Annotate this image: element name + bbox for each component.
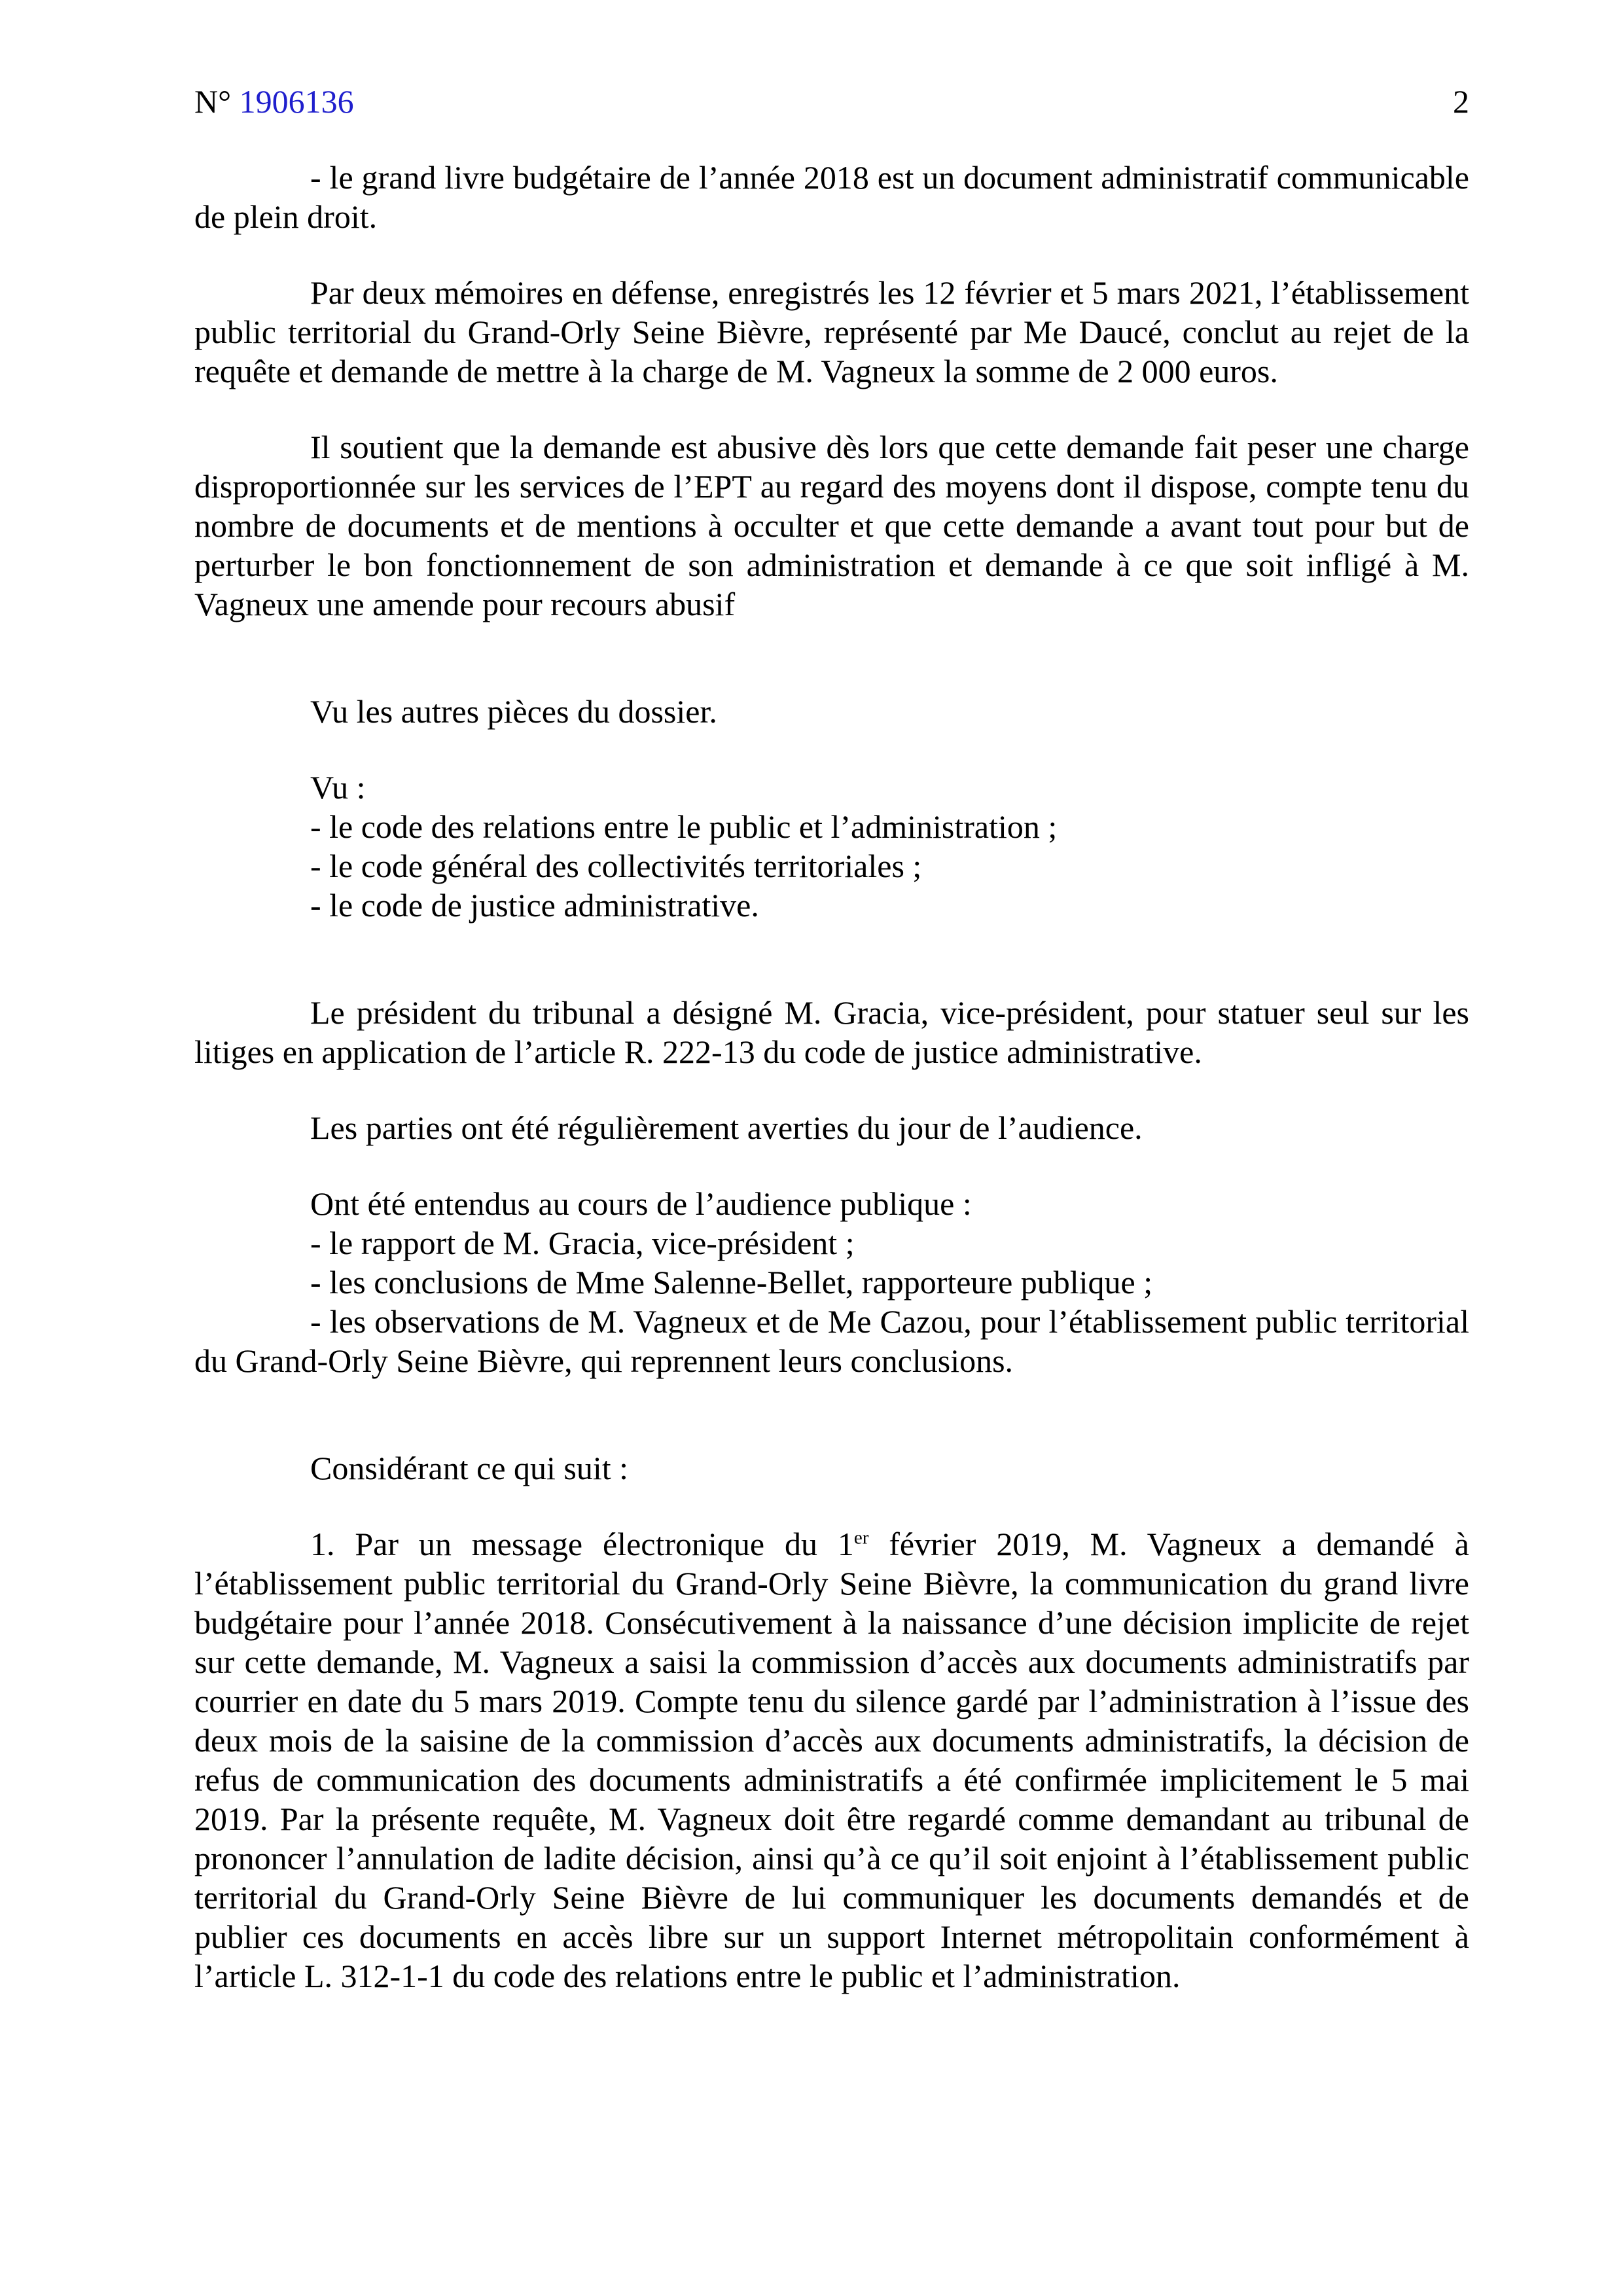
paragraph-point-1 [194, 1524, 1469, 1996]
page-number: 2 [1453, 83, 1469, 120]
paragraph-memoires-defense: Par deux mémoires en défense, enregistrés les 12 février et 5 mars 2021, l’établissement public territorial du Grand-Orly Seine Bièvre, représenté par Me Daucé, conclut au rejet de la requête et demande de mettre à la charge de M. Vagneux la somme de 2 000 euros. [194, 274, 1469, 389]
page-header [194, 82, 1469, 121]
vu-item-code-relations-public: - le code des relations entre le public et l’administration ; [310, 808, 1058, 845]
line-considerant: Considérant ce qui suit : [310, 1450, 629, 1486]
audience-item-observations: - les observations de M. Vagneux et de Me Cazou, pour l’établissement public territorial du Grand-Orly Seine Bièvre, qui reprennent leurs conclusions. [194, 1303, 1469, 1379]
paragraph-soutient: Il soutient que la demande est abusive dès lors que cette demande fait peser une charge disproportionnée sur les services de l’EPT au regard des moyens dont il dispose, compte tenu du nombre de documents et de mentions à occulter et que cette demande a avant tout pour but de perturber le bon fonctionnement de son administration et demande à ce que soit infligé à M. Vagneux une amende pour recours abusif [194, 429, 1469, 622]
line-parties-averties: Les parties ont été régulièrement averties du jour de l’audience. [310, 1109, 1143, 1146]
case-number: 1906136 [239, 83, 354, 120]
vu-item-code-collectivites: - le code général des collectivités territoriales ; [310, 848, 922, 884]
vu-item-code-justice-administrative: - le code de justice administrative. [310, 887, 759, 924]
line-vu: Vu : [310, 769, 366, 806]
paragraph-grand-livre: - le grand livre budgétaire de l’année 2018 est un document administratif communicable de plein droit. [194, 159, 1469, 235]
case-number-label: N° [194, 83, 232, 120]
point-1-text-end: février 2019, M. Vagneux a demandé à l’établissement public territorial du Grand-Orly Seine Bièvre, la communication du grand livre budgétaire pour l’année 2018. Consécutivement à la naissance d’une décision implicite de rejet sur cette demande, M. Vagneux a saisi la commission d’accès aux documents administratifs par courrier en date du 5 mars 2019. Compte tenu du silence gardé par l’administration à l’issue des deux mois de la saisine de la commission d’accès aux documents administratifs, la décision de refus de communication des documents administratifs a été confirmée implicitement le 5 mai 2019. Par la présente requête, M. Vagneux doit être regardé comme demandant au tribunal de prononcer l’annulation de ladite décision, ainsi qu’à ce qu’il soit enjoint à l’établissement public territorial du Grand-Orly Seine Bièvre de lui communiquer les documents demandés et de publier ces documents en accès libre sur un support Internet métropolitain conformément à l’article L. 312-1-1 du code des relations entre le public et l’administration. [194, 1526, 1469, 1994]
case-reference [194, 82, 354, 121]
audience-item-conclusions: - les conclusions de Mme Salenne-Bellet, rapporteure publique ; [310, 1264, 1153, 1300]
point-1-superscript-er: er [853, 1527, 869, 1549]
point-1-text-start: 1. Par un message électronique du 1 [310, 1526, 854, 1562]
paragraph-president-designation: Le président du tribunal a désigné M. Gracia, vice-président, pour statuer seul sur les litiges en application de l’article R. 222-13 du code de justice administrative. [194, 994, 1469, 1070]
audience-item-rapport: - le rapport de M. Gracia, vice-président ; [310, 1225, 855, 1261]
line-vu-autres-pieces: Vu les autres pièces du dossier. [310, 693, 717, 730]
line-audience-intro: Ont été entendus au cours de l’audience publique : [310, 1185, 972, 1222]
